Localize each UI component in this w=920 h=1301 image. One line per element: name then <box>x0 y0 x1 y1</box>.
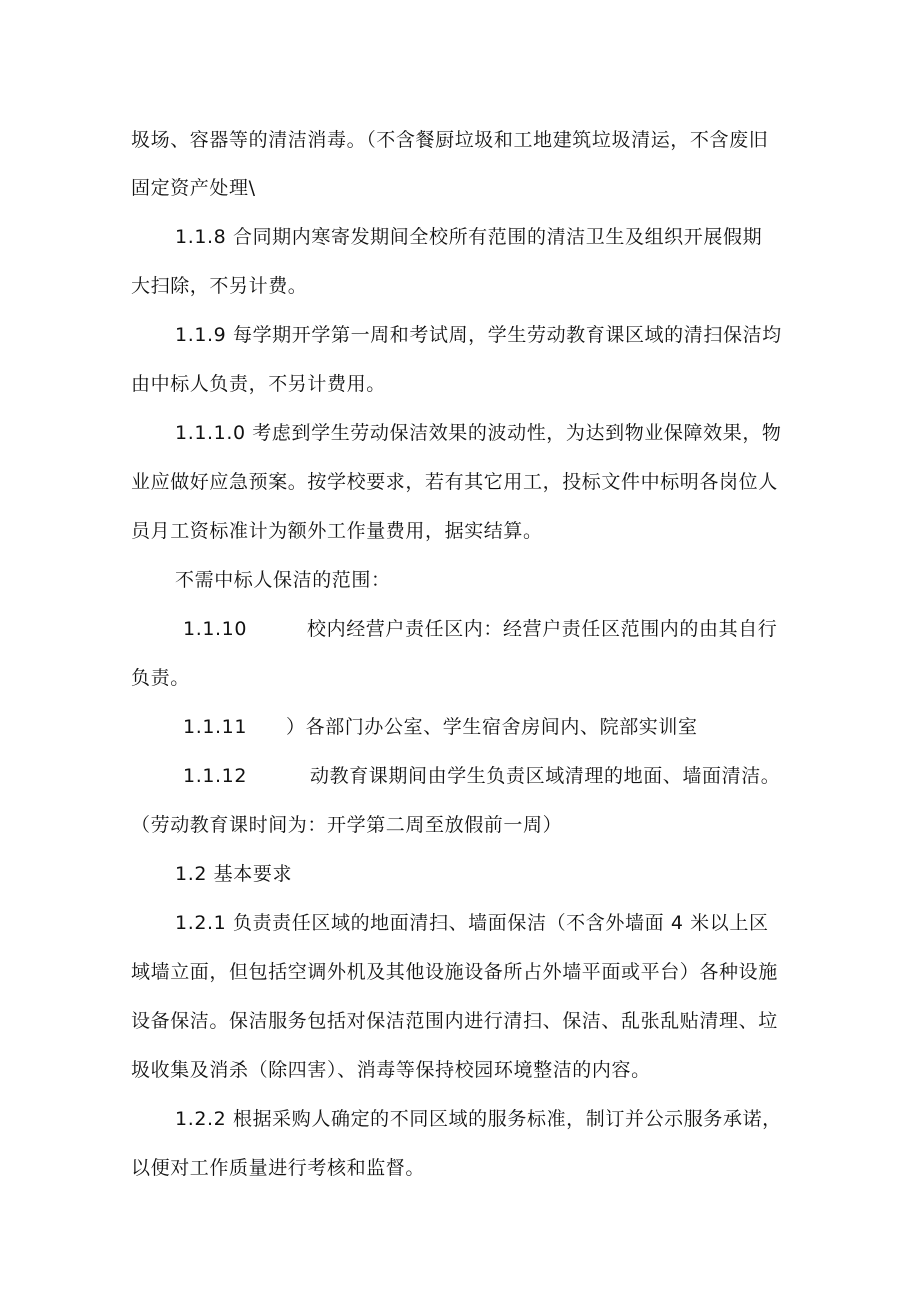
paragraph-line: 大扫除，不另计费。 <box>131 275 308 297</box>
paragraph-line: 圾收集及消杀（除四害）、消毒等保持校园环境整洁的内容。 <box>131 1059 651 1081</box>
paragraph-line: 校内经营户责任区内：经营户责任区范围内的由其自行 <box>307 618 778 640</box>
item-number: 1.1.12 <box>183 765 248 787</box>
paragraph-line: 设备保洁。保洁服务包括对保洁范围内进行清扫、保洁、乱张乱贴清理、垃 <box>131 1010 778 1032</box>
paragraph-line: 1.1.8 合同期内寒寄发期间全校所有范围的清洁卫生及组织开展假期 <box>175 226 763 248</box>
item-number: 1.1.10 <box>183 618 248 640</box>
paragraph-line: 以便对工作质量进行考核和监督。 <box>131 1157 426 1179</box>
paragraph-line: 员月工资标准计为额外工作量费用，据实结算。 <box>131 520 543 542</box>
paragraph-line: 1.2.1 负责责任区域的地面清扫、墙面保洁（不含外墙面 4 米以上区 <box>175 912 769 934</box>
paragraph-line: 由中标人负责，不另计费用。 <box>131 373 386 395</box>
section-heading: 1.2 基本要求 <box>175 863 293 885</box>
paragraph-line: 域墙立面，但包括空调外机及其他设施设备所占外墙平面或平台）各种设施 <box>131 961 778 983</box>
paragraph-line: ）各部门办公室、学生宿舍房间内、院部实训室 <box>286 716 698 738</box>
section-heading: 不需中标人保洁的范围： <box>175 569 391 591</box>
paragraph-line: 1.1.9 每学期开学第一周和考试周，学生劳动教育课区域的清扫保洁均 <box>175 324 782 346</box>
paragraph-line: 固定资产处理\ <box>131 177 256 199</box>
paragraph-line: 1.2.2 根据采购人确定的不同区域的服务标准，制订并公示服务承诺， <box>175 1108 782 1130</box>
paragraph-line: 圾场、容器等的清洁消毒。（不含餐厨垃圾和工地建筑垃圾清运，不含废旧 <box>131 129 769 151</box>
paragraph-line: 动教育课期间由学生负责区域清理的地面、墙面清洁。 <box>310 765 781 787</box>
paragraph-line: 1.1.1.0 考虑到学生劳动保洁效果的波动性，为达到物业保障效果，物 <box>175 422 782 444</box>
paragraph-line: 负责。 <box>131 667 190 689</box>
item-number: 1.1.11 <box>183 716 248 738</box>
paragraph-line: （劳动教育课时间为：开学第二周至放假前一周） <box>131 814 563 836</box>
paragraph-line: 业应做好应急预案。按学校要求，若有其它用工，投标文件中标明各岗位人 <box>131 471 778 493</box>
